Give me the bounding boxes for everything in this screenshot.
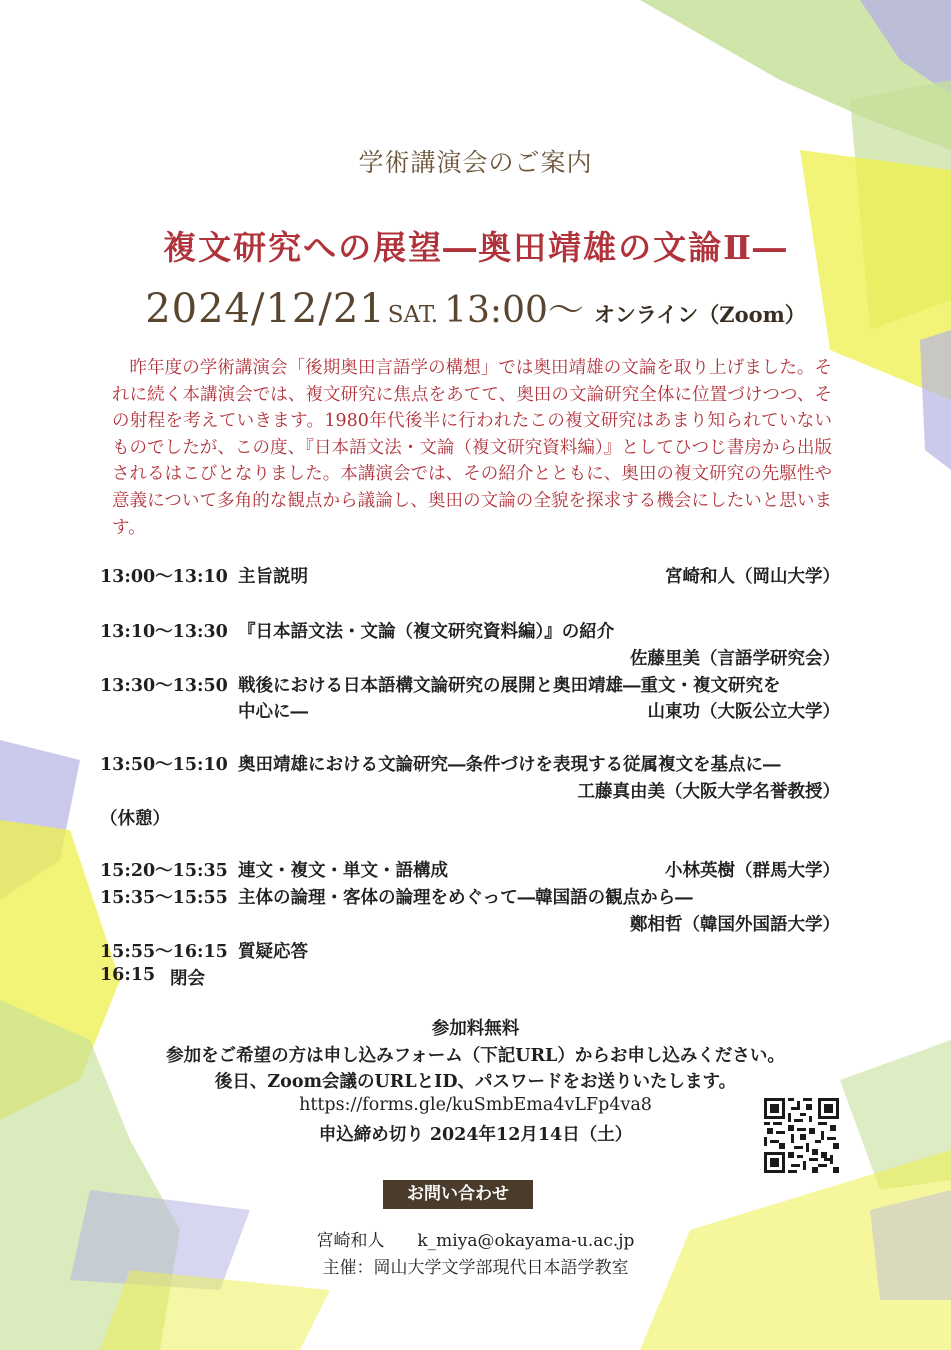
schedule-speaker: 工藤真由美（大阪大学名誉教授）: [577, 782, 840, 802]
schedule-topic: 主体の論理・客体の論理をめぐって―韓国語の観点から―: [238, 888, 693, 908]
schedule-speaker: 鄭相哲（韓国外国語大学）: [630, 915, 840, 935]
schedule-topic: 閉会: [170, 969, 205, 989]
break-label: （休憩）: [100, 809, 170, 829]
event-venue: オンライン（Zoom）: [593, 302, 806, 327]
schedule-topic: 奥田靖雄における文論研究―条件づけを表現する従属複文を基点に―: [238, 755, 781, 775]
registration-deadline: 申込締め切り 2024年12月14日（土）: [318, 1125, 633, 1145]
organizer-line: 主催：岡山大学文学部現代日本語学教室: [322, 1258, 629, 1278]
schedule-time: 15:20〜15:35: [100, 861, 228, 881]
schedule-topic: 主旨説明: [238, 567, 308, 587]
schedule-topic: 質疑応答: [238, 942, 308, 962]
event-subtitle: 学術講演会のご案内: [358, 148, 593, 177]
event-date: 2024/12/21: [145, 286, 386, 332]
event-weekday: SAT.: [387, 302, 439, 328]
schedule-time: 16:15: [100, 965, 156, 985]
registration-followup: 後日、Zoom会議のURLとID、パスワードをお送りいたします。: [214, 1072, 737, 1092]
schedule-time: 13:00〜13:10: [100, 567, 228, 587]
contact-heading: お問い合わせ: [383, 1180, 533, 1209]
schedule-time: 13:10〜13:30: [100, 622, 228, 642]
schedule-topic: 戦後における日本語構文論研究の展開と奥田靖雄―重文・複文研究を: [238, 676, 781, 696]
schedule-speaker: 佐藤里美（言語学研究会）: [630, 649, 840, 669]
qr-code-icon[interactable]: [764, 1098, 839, 1173]
schedule-topic-continued: 中心に―: [238, 702, 308, 722]
registration-url[interactable]: https://forms.gle/kuSmbEma4vLFp4va8: [299, 1095, 652, 1115]
contact-email[interactable]: k_miya@okayama-u.ac.jp: [417, 1231, 635, 1251]
schedule-time: 15:35〜15:55: [100, 888, 228, 908]
fee-note: 参加料無料: [431, 1019, 520, 1039]
intro-paragraph: 昨年度の学術講演会「後期奥田言語学の構想」では奥田靖雄の文論を取り上げました。それに続く本講演会では、複文研究に焦点をあてて、奥田の文論研究全体に位置づけつつ、その射程を考えていきます。1980年代後半に行われたこの複文研究はあまり知られていないものでしたが、この度、『日本語文法・文論（複文研究資料編）』としてひつじ書房から出版されるはこびとなりました。本講演会では、その紹介とともに、奥田の複文研究の先駆性や意義について多角的な観点から議論し、奥田の文論の全貌を探求する機会にしたいと思います。: [112, 358, 832, 538]
registration-instruction: 参加をご希望の方は申し込みフォーム（下記URL）からお申し込みください。: [166, 1046, 785, 1066]
schedule-speaker: 山東功（大阪公立大学）: [647, 702, 840, 722]
contact-name: 宮崎和人: [316, 1231, 385, 1251]
event-title: 複文研究への展望―奥田靖雄の文論Ⅱ―: [163, 228, 788, 267]
schedule-topic: 連文・複文・単文・語構成: [238, 861, 448, 881]
schedule-speaker: 宮崎和人（岡山大学）: [665, 567, 840, 587]
schedule-time: 13:50〜15:10: [100, 755, 228, 775]
schedule-time: 13:30〜13:50: [100, 676, 228, 696]
schedule-time: 15:55〜16:15: [100, 942, 228, 962]
schedule-topic: 『日本語文法・文論（複文研究資料編）』の紹介: [238, 622, 615, 642]
date-line: [0, 282, 951, 333]
contact-line: [0, 1226, 951, 1251]
schedule-speaker: 小林英樹（群馬大学）: [665, 861, 840, 881]
event-time: 13:00〜: [444, 290, 584, 331]
